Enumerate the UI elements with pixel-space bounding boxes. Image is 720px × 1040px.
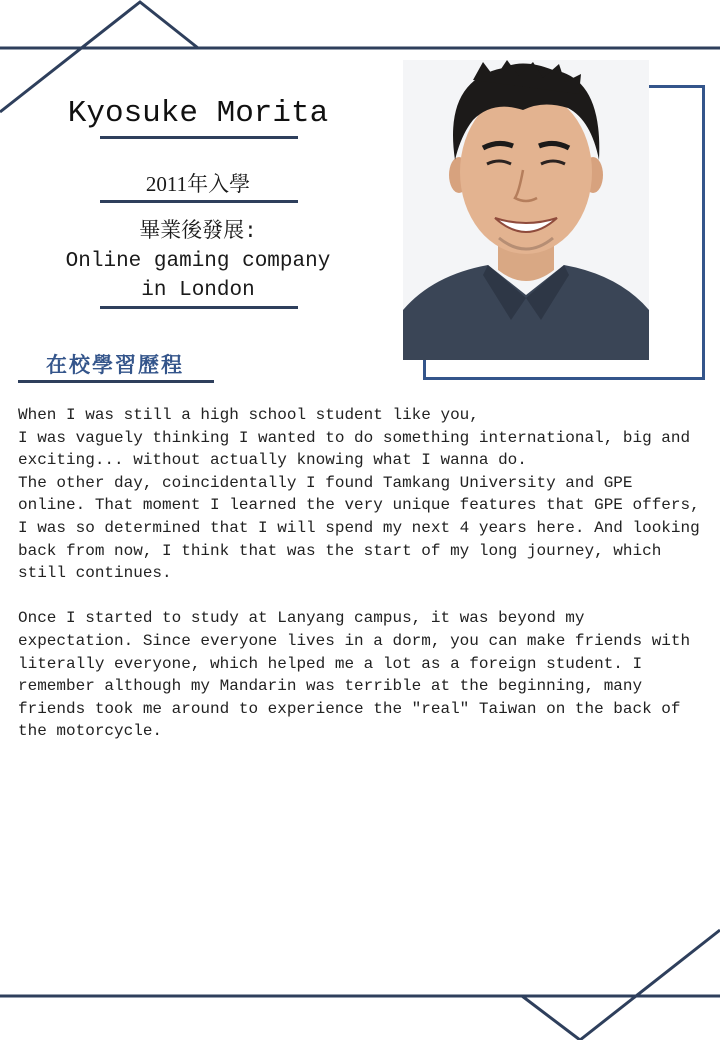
portrait-illustration [403,60,649,360]
career-line-1: Online gaming company [65,250,331,273]
student-photo [403,60,649,360]
section-heading-underline [18,380,214,383]
story-paragraph-2: Once I started to study at Lanyang campus, it was beyond my expectation. Since everyone lives in a dorm, you can make friends with literally everyone, which helped me a lot as a foreign student. I remember although my Mandarin was terrible at the beginning, many friends took me around to experience the "real" Taiwan on the back of the motorcycle. [18,609,691,741]
career-line-2: in London [141,279,255,302]
bottom-triangle-line [522,930,720,1040]
enrollment-year: 2011年入學 [145,172,251,196]
career-label: 畢業後發展: [139,221,257,244]
name-underline [100,136,298,139]
story-body [18,404,708,743]
student-name: Kyosuke Morita [67,96,329,131]
year-underline [100,200,298,203]
section-heading: 在校學習歷程 [46,352,184,377]
story-paragraph-1: When I was still a high school student like you, I was vaguely thinking I wanted to do something international, big and exciting... without actually knowing what I wanna do. The other day, coincidentally I found Tamkang University and GPE online. That moment I learned the very unique features that GPE offers, I was so determined that I will spend my next 4 years here. And looking back from now, I think that was the start of my long journey, which still continues. [18,406,700,583]
career-block [48,218,348,305]
career-underline [100,306,298,309]
